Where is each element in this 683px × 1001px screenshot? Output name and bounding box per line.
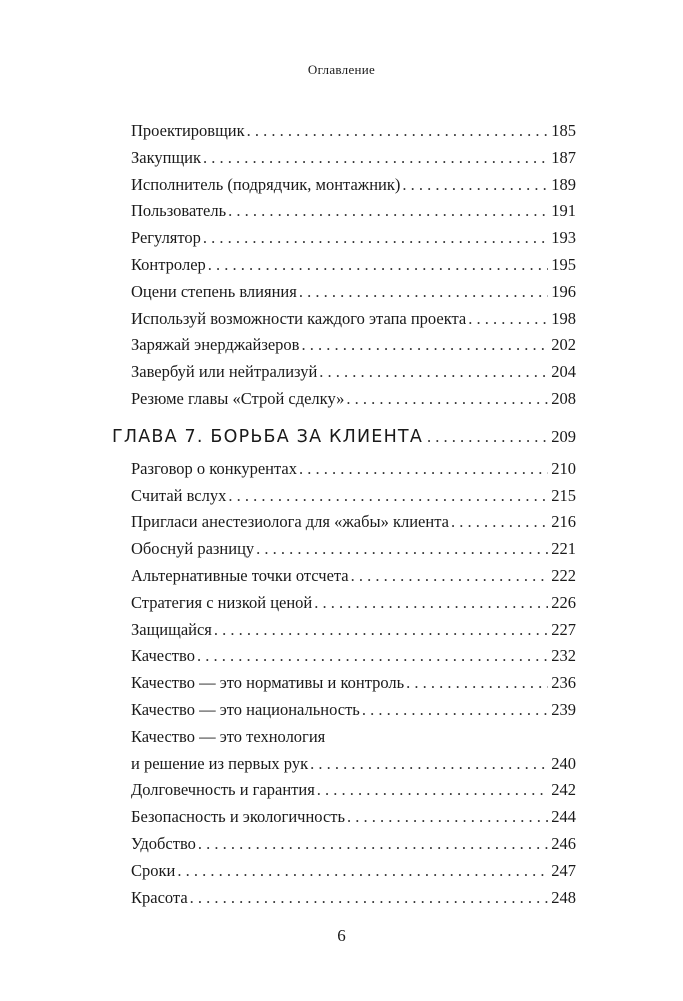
toc-entry-page: 202 — [551, 335, 576, 355]
toc-entry-page: 242 — [551, 780, 576, 800]
toc-entry-page: 222 — [551, 565, 576, 585]
toc-entry[interactable] — [131, 118, 576, 145]
chapter-title: ГЛАВА 7. БОРЬБА ЗА КЛИЕНТА — [112, 426, 423, 447]
toc-entry[interactable] — [131, 590, 576, 617]
dot-leader — [299, 456, 548, 483]
dot-leader — [451, 509, 548, 536]
toc-entry[interactable] — [131, 563, 576, 590]
toc-entry[interactable] — [131, 697, 576, 724]
toc-entry-title: Удобство — [131, 833, 196, 853]
toc-entry-title: Заряжай энерджайзеров — [131, 335, 300, 355]
toc-entry[interactable] — [131, 643, 576, 670]
toc-entry-page: 236 — [551, 673, 576, 693]
toc-entry-title: Оцени степень влияния — [131, 281, 297, 301]
toc-entry-page: 195 — [551, 254, 576, 274]
dot-leader — [299, 279, 548, 306]
toc-entry-title: Завербуй или нейтрализуй — [131, 362, 318, 382]
toc-entry-page: 204 — [551, 362, 576, 382]
toc-entry-page: 248 — [551, 887, 576, 907]
dot-leader — [402, 172, 548, 199]
toc-entry[interactable] — [131, 831, 576, 858]
dot-leader — [427, 419, 548, 454]
dot-leader — [177, 858, 548, 885]
toc-entry-page: 215 — [551, 485, 576, 505]
toc-entry[interactable] — [131, 279, 576, 306]
dot-leader — [317, 777, 548, 804]
toc-entry[interactable] — [131, 858, 576, 885]
toc-entry-title: Разговор о конкурентах — [131, 458, 297, 478]
toc-entry[interactable] — [131, 225, 576, 252]
toc-entry-page: 189 — [551, 174, 576, 194]
dot-leader — [208, 252, 548, 279]
toc-entry-page: 193 — [551, 228, 576, 248]
toc-entry-page: 198 — [551, 308, 576, 328]
toc-entry-title: Используй возможности каждого этапа проекта — [131, 308, 467, 328]
toc-entry-page: 221 — [551, 539, 576, 559]
dot-leader — [301, 332, 548, 359]
chapter-page: 209 — [551, 426, 576, 446]
toc-entry[interactable] — [131, 145, 576, 172]
toc-entry-title: Контролер — [131, 254, 206, 274]
toc-entry-page: 247 — [551, 860, 576, 880]
toc-entry-page: 246 — [551, 833, 576, 853]
dot-leader — [203, 145, 548, 172]
toc-entry-page: 187 — [551, 147, 576, 167]
toc-entry[interactable] — [131, 670, 576, 697]
toc-entry[interactable] — [131, 252, 576, 279]
toc-entry[interactable] — [131, 306, 576, 333]
toc-entry-title-line2: и решение из первых рук — [131, 753, 309, 773]
toc-entry-title: Качество — это национальность — [131, 699, 360, 719]
toc-entry-title: Пригласи анестезиолога для «жабы» клиента — [131, 512, 449, 532]
running-head: Оглавление — [307, 62, 376, 77]
toc-entry-title: Пользователь — [131, 201, 227, 221]
toc-entry-page: 216 — [551, 512, 576, 532]
toc-entry-line2 — [131, 751, 576, 778]
toc-entry[interactable] — [131, 617, 576, 644]
toc-entry-page: 239 — [551, 699, 576, 719]
toc-entry[interactable] — [131, 777, 576, 804]
toc-entry-page: 208 — [551, 388, 576, 408]
toc-entry-title: Обоснуй разницу — [131, 539, 255, 559]
toc-entry-title: Регулятор — [131, 228, 201, 248]
toc-entry-title: Красота — [131, 887, 188, 907]
dot-leader — [198, 831, 548, 858]
dot-leader — [228, 198, 548, 225]
toc-entry-two-line[interactable] — [131, 724, 576, 778]
toc-entry[interactable] — [131, 536, 576, 563]
toc-entry[interactable] — [131, 198, 576, 225]
toc-entry-page: 210 — [551, 458, 576, 478]
dot-leader — [406, 670, 548, 697]
toc-entry-title: Защищайся — [131, 619, 212, 639]
page-number: 6 — [337, 926, 346, 945]
toc-entry-page: 227 — [551, 619, 576, 639]
toc-chapter-heading[interactable] — [112, 419, 576, 454]
toc-entry-title: Считай вслух — [131, 485, 227, 505]
toc-entry-page: 191 — [551, 201, 576, 221]
toc-entry-title: Сроки — [131, 860, 176, 880]
dot-leader — [346, 386, 548, 413]
dot-leader — [468, 306, 548, 333]
toc-entry-title: Долговечность и гарантия — [131, 780, 315, 800]
dot-leader — [310, 751, 548, 778]
dot-leader — [197, 643, 548, 670]
dot-leader — [347, 804, 548, 831]
toc-entry-title: Качество — [131, 646, 195, 666]
dot-leader — [351, 563, 549, 590]
toc-entry[interactable] — [131, 885, 576, 912]
dot-leader — [314, 590, 548, 617]
toc-entry-title: Безопасность и экологичность — [131, 807, 346, 827]
toc-entry[interactable] — [131, 359, 576, 386]
toc-entry-title: Резюме главы «Строй сделку» — [131, 388, 345, 408]
toc-entry-title: Закупщик — [131, 147, 202, 167]
toc-entry-page: 240 — [551, 753, 576, 773]
toc-entry-page: 244 — [551, 807, 576, 827]
toc-entry-page: 232 — [551, 646, 576, 666]
dot-leader — [228, 483, 548, 510]
dot-leader — [319, 359, 548, 386]
toc-entry[interactable] — [131, 804, 576, 831]
toc-entry[interactable] — [131, 332, 576, 359]
dot-leader — [256, 536, 548, 563]
toc-entry[interactable] — [131, 386, 576, 413]
toc-entry-title: Качество — это нормативы и контроль — [131, 673, 405, 693]
dot-leader — [190, 885, 549, 912]
toc-entry-title: Проектировщик — [131, 121, 245, 140]
table-of-contents — [112, 118, 576, 911]
dot-leader — [362, 697, 548, 724]
toc-entry-page: 196 — [551, 281, 576, 301]
dot-leader — [247, 118, 549, 145]
toc-entry-page: 226 — [551, 592, 576, 612]
dot-leader — [214, 617, 548, 644]
dot-leader — [203, 225, 548, 252]
toc-entry-title: Исполнитель (подрядчик, монтажник) — [131, 174, 401, 194]
toc-entry-title-line1: Качество — это технология — [131, 726, 326, 746]
toc-entry[interactable] — [131, 456, 576, 483]
toc-entry-page: 185 — [551, 121, 576, 140]
toc-entry-title: Стратегия с низкой ценой — [131, 592, 313, 612]
toc-entry[interactable] — [131, 509, 576, 536]
toc-entry[interactable] — [131, 483, 576, 510]
toc-entry[interactable] — [131, 172, 576, 199]
toc-entry-title: Альтернативные точки отсчета — [131, 565, 349, 585]
